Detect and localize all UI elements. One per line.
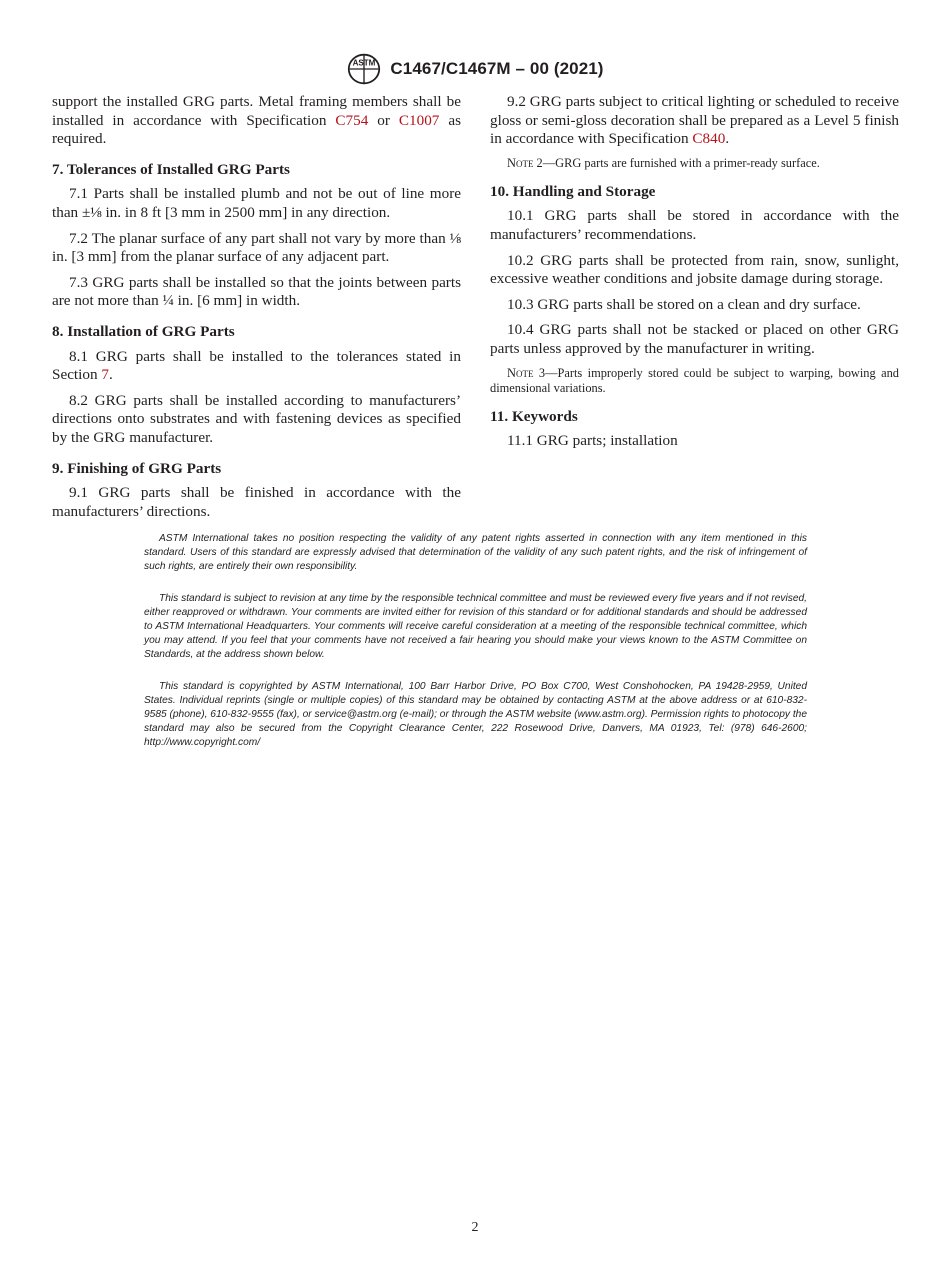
continued-paragraph: support the installed GRG parts. Metal framing members shall be installed in accordance with Specification C754 or C1007 as required. xyxy=(52,93,462,148)
section-11-heading: 11. Keywords xyxy=(490,407,578,425)
section-10-heading: 10. Handling and Storage xyxy=(490,182,656,200)
note-3: Note 3—Parts improperly stored could be subject to warping, bowing and dimensional variations. xyxy=(490,365,899,395)
legal-footer xyxy=(144,532,807,768)
paragraph-8-1: 8.1 GRG parts shall be installed to the tolerances stated in Section 7. xyxy=(52,347,461,384)
astm-logo-icon xyxy=(346,52,382,86)
revision-notice: This standard is subject to revision at any time by the responsible technical committee and must be reviewed every five years and if not revised, either reapproved or withdrawn. Your comments are invited either for revision of this standard or for additional standards and should be addressed to ASTM International Headquarters. Your comments will receive careful consideration at a meeting of the responsible technical committee, which you may attend. If you feel that your comments have not received a fair hearing you should make your views known to the ASTM Committee on Standards, at the address shown below. xyxy=(144,593,807,660)
page-header xyxy=(0,52,950,86)
paragraph-10-1: 10.1 GRG parts shall be stored in accordance with the manufacturers’ recommendations. xyxy=(490,207,899,243)
page-number: 2 xyxy=(471,1220,479,1235)
paragraph-10-2: 10.2 GRG parts shall be protected from rain, snow, sunlight, excessive weather conditions and jobsite damage during storage. xyxy=(490,251,899,288)
section-8-heading: 8. Installation of GRG Parts xyxy=(52,322,235,340)
logo-text: ASTM xyxy=(353,58,376,68)
paragraph-7-3: 7.3 GRG parts shall be installed so that the joints between parts are not more than ¼ in. [6 mm] in width. xyxy=(52,273,461,310)
ref-section-7-link[interactable]: 7 xyxy=(101,366,109,384)
paragraph-10-4: 10.4 GRG parts shall not be stacked or placed on other GRG parts unless approved by the manufacturer in writing. xyxy=(490,321,899,357)
patent-notice: ASTM International takes no position respecting the validity of any patent rights asserted in connection with any item mentioned in this standard. Users of this standard are expressly advised that determination of the validity of any such patent rights, and the risk of infringement of such rights, are entirely their own responsibility. xyxy=(144,533,807,572)
paragraph-11-1: 11.1 GRG parts; installation xyxy=(507,432,678,450)
right-column xyxy=(490,93,899,458)
paragraph-10-3: 10.3 GRG parts shall be stored on a clean and dry surface. xyxy=(507,295,861,313)
ref-c1007-link[interactable]: C1007 xyxy=(398,111,440,129)
note-2: Note 2—GRG parts are furnished with a primer-ready surface. xyxy=(507,155,820,170)
paragraph-7-1: 7.1 Parts shall be installed plumb and not be out of line more than ±⅛ in. in 8 ft [3 mm in 2500 mm] in any direction. xyxy=(52,185,461,221)
paragraph-9-1: 9.1 GRG parts shall be finished in accordance with the manufacturers’ directions. xyxy=(52,484,461,520)
ref-c754-link[interactable]: C754 xyxy=(335,111,369,129)
copyright-notice: This standard is copyrighted by ASTM International, 100 Barr Harbor Drive, PO Box C700, West Conshohocken, PA 19428-2959, United States. Individual reprints (single or multiple copies) of this standard may be obtained by contacting ASTM at the above address or at 610-832-9585 (phone), 610-832-9555 (fax), or service@astm.org (e-mail); or through the ASTM website (www.astm.org). Permission rights to photocopy the standard may also be secured from the Copyright Clearance Center, 222 Rosewood Drive, Danvers, MA 01923, Tel: (978) 646-2600; http://www.copyright.com/ xyxy=(144,681,807,748)
section-7-heading: 7. Tolerances of Installed GRG Parts xyxy=(52,160,290,178)
ref-c840-link[interactable]: C840 xyxy=(692,130,726,148)
paragraph-7-2: 7.2 The planar surface of any part shall not vary by more than ⅛ in. [3 mm] from the planar surface of any adjacent part. xyxy=(52,229,461,266)
section-9-heading: 9. Finishing of GRG Parts xyxy=(52,459,222,477)
left-column xyxy=(52,93,461,528)
paragraph-8-2: 8.2 GRG parts shall be installed according to manufacturers’ directions onto substrates and with fastening devices as specified by the GRG manufacturer. xyxy=(52,391,461,446)
standard-designation: C1467/C1467M – 00 (2021) xyxy=(390,59,604,78)
paragraph-9-2: 9.2 GRG parts subject to critical lighting or scheduled to receive gloss or semi-gloss decoration shall be prepared as a Level 5 finish in accordance with Specification C840. xyxy=(490,93,899,148)
